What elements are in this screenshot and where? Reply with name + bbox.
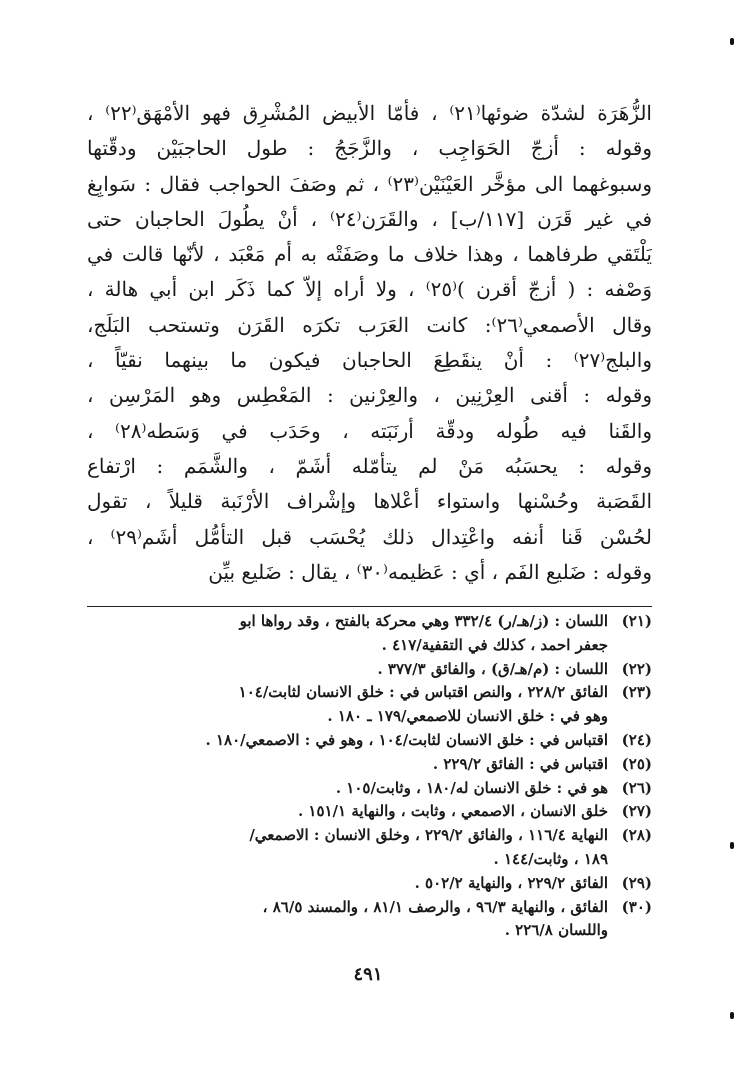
text-line: وقوله : ضَليع الفَم ، أي : عَظيمه⁽٣٠⁾ ، يقال : ضَليع بيِّن [208,559,652,584]
text-line: القَصَبة وحُسْنها واستواء أعْلاها وإشْراف الأرْنَبة قليلاً ، تقول [87,489,652,514]
footnote-number: (٢٨) [621,826,652,845]
footnote-text: الفائق ، والنهاية ٩٦/٣ ، والرصف ٨١/١ ، والمسند ٨٦/٥ ، [262,897,608,916]
text-line: والبلج⁽٢٧⁾ : أنْ ينقَطِعَ الحاجبان فيكون ما بينهما نقيّاً ، [87,348,652,373]
footnote-text: اللسان : (م/هـ/ق) ، والفائق ٣٧٧/٣ . [377,659,608,678]
footnote-text: وهو في : خلق الانسان للاصمعي/١٧٩ ـ ١٨٠ . [327,707,608,726]
text-line: وقال الأصمعي⁽٢٦⁾: كانت العَرَب تكرَه القَرَن وتستحب البَلَج، [87,312,652,337]
footnote-text: اقتباس في : الفائق ٢٢٩/٢ . [432,754,608,773]
footnote-item [87,729,652,753]
text-line: في غير قَرَن [١١٧/ب] ، والقَرَن⁽٢٤⁾ ، أنْ يطُولَ الحاجبان حتى [87,206,652,231]
footnote-text: الفائق ٢٢٩/٢ ، والنهاية ٥٠٢/٢ . [414,873,608,892]
footnote-number: (٢٢) [621,659,652,678]
page-number: ٤٩١ [353,964,383,985]
footnote-item [87,753,652,777]
text-line: وقوله : أزجّ الحَوَاجِب ، والزَّجَجُ : طول الحاجبَيْن ودقّتها [87,136,652,161]
text-line: لحُسْن قَنا أنفه واعْتِدال ذلك يُحْسَب قبل التأمُّل أشَم⁽٢٩⁾ ، [87,524,652,549]
footnote-text: جعفر احمد ، كذلك في التقفية/٤١٧ . [381,635,608,654]
footnote-text: النهاية ١١٦/٤ ، والفائق ٢٢٩/٢ ، وخلق الانسان : الاصمعي/ [249,826,608,845]
footnote-text: اللسان : (ز/هـ/ر) ٣٣٢/٤ وهي محركة بالفتح ، وقد رواها ابو [239,612,608,630]
footnote-text: الفائق ٢٢٨/٢ ، والنص اقتباس في : خلق الانسان لثابت/١٠٤ [238,683,608,702]
text-line: وسبوغهما الى مؤخَّر العَيْنَيْن⁽٢٣⁾ ، ثم وصَفَ الحواجب فقال : سَوابِغ [87,171,652,196]
footnote-text: اقتباس في : خلق الانسان لثابت/١٠٤ ، وهو في : الاصمعي/١٨٠ . [205,730,608,749]
footnote-item [87,896,652,920]
footnote-number: (٢٩) [621,873,652,892]
footnote-continuation [87,705,652,729]
footnote-number: (٢٦) [621,778,652,797]
footnotes [87,610,652,943]
footnote-item [87,610,652,634]
footnote-text: خلق الانسان ، الاصمعي ، وثابت ، والنهاية ١٥١/١ . [297,802,608,821]
footnote-item [87,777,652,801]
text-line: وقوله : أقنى العِرْنِين ، والعِرْنين : المَعْطِس وهو المَرْسِن ، [87,383,652,408]
footnote-number: (٣٠) [621,897,652,916]
margin-mark [730,38,734,45]
main-text [87,96,652,590]
footnote-item [87,800,652,824]
text-line: والقَنا فيه طُوله ودقّة أرنَبَته ، وحَدَب في وَسَطه⁽٢٨⁾ ، [87,418,652,443]
footnote-separator [87,606,652,607]
footnote-number: (٢٧) [621,802,652,821]
footnote-text: ١٨٩ ، وثابت/١٤٤ . [493,849,608,868]
footnote-continuation [87,634,652,658]
footnote-item [87,658,652,682]
text-line: يَلْتَقي طرفاهما ، وهذا خلاف ما وصَفَتْه به أم مَعْبَد ، لأنّها قالت في [87,242,652,267]
footnote-continuation [87,848,652,872]
footnote-number: (٢١) [621,612,652,630]
footnote-number: (٢٣) [621,683,652,702]
text-line: وقوله : يحسَبُه مَنْ لم يتأمّله أشَمّ ، والشَّمَم : ارْتفاع [87,453,652,478]
footnote-continuation [87,919,652,943]
footnote-item [87,872,652,896]
footnote-number: (٢٤) [621,730,652,749]
text-line: وَصْفه : ( أزجّ أقرن )⁽٢٥⁾ ، ولا أراه إلاّ كما ذَكَر ابن أبي هالة ، [87,277,652,302]
text-line: الزُّهَرَة لشدّة ضوئها⁽٢١⁾ ، فأمّا الأبيض المُشْرِق فهو الأمْهَق⁽٢٢⁾ ، [87,101,652,125]
footnote-number: (٢٥) [621,754,652,773]
footnote-item [87,824,652,848]
margin-mark [730,1012,734,1019]
footnote-text: واللسان ٢٢٦/٨ . [504,921,608,940]
margin-mark [730,842,734,849]
footnote-text: هو في : خلق الانسان له/١٨٠ ، وثابت/١٠٥ . [335,778,608,797]
footnote-item [87,681,652,705]
